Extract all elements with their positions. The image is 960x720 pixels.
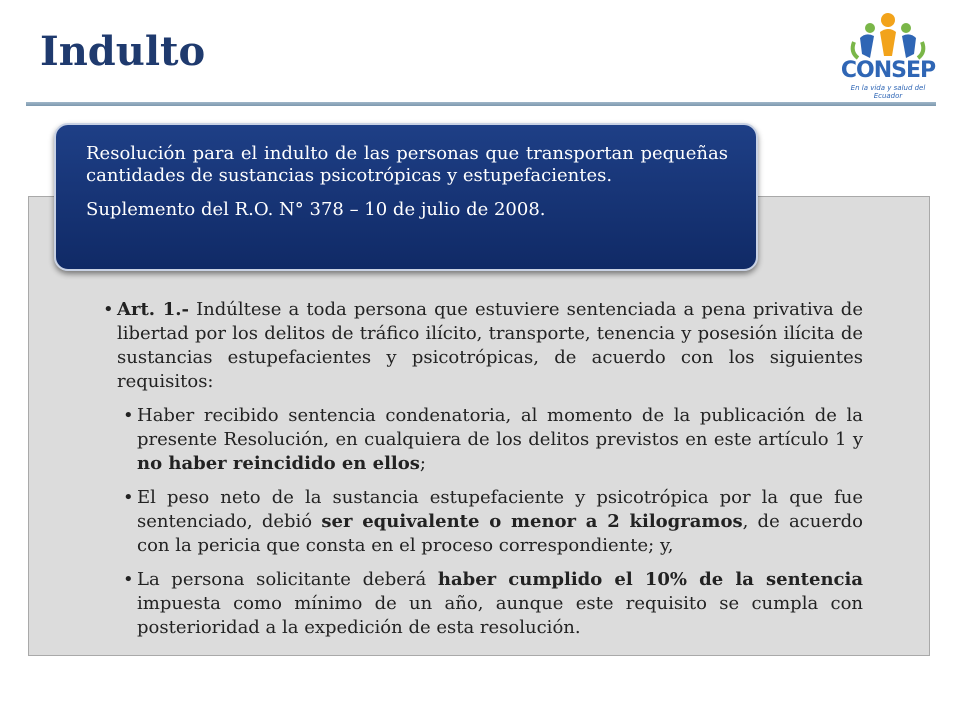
- article-list: [103, 298, 863, 640]
- consep-figures-icon: [836, 12, 940, 60]
- requirement-text-end: impuesta como mínimo de un año, aunque este requisito se cumpla con posterioridad a la expedición de esta resolución.: [137, 593, 863, 638]
- bullet-icon: •: [123, 569, 134, 590]
- article-label: Art. 1.-: [117, 299, 189, 320]
- requirement-text-end: ;: [419, 453, 426, 474]
- logo-tagline: En la vida y salud del Ecuador: [850, 84, 926, 100]
- bullet-icon: •: [123, 405, 134, 426]
- logo-wordmark: CONSEP: [840, 58, 936, 83]
- requirement-emphasis: haber cumplido el 10% de la sentencia: [437, 569, 863, 590]
- article-item: [103, 298, 863, 394]
- consep-logo: [836, 12, 940, 98]
- bullet-icon: •: [103, 299, 114, 320]
- article-text: Indúltese a toda persona que estuviere sentenciada a pena privativa de libertad por los delitos de tráfico ilícito, transporte, tenencia y posesión ilícita de sustancias estupefacientes y psicotrópicas, de acuerdo con los siguientes requisitos:: [117, 299, 863, 392]
- requirement-emphasis: no haber reincidido en ellos: [137, 453, 420, 474]
- requirement-text: La persona solicitante deberá: [137, 569, 438, 590]
- slide-title: Indulto: [40, 28, 206, 75]
- requirement-text: Haber recibido sentencia condenatoria, al momento de la publicación de la presente Resolución, en cualquiera de los delitos previstos en este artículo 1 y: [137, 405, 863, 450]
- title-divider: [26, 102, 936, 106]
- requirement-item: [123, 404, 863, 476]
- bullet-icon: •: [123, 487, 134, 508]
- requirement-item: [123, 486, 863, 558]
- requirement-item: [123, 568, 863, 640]
- requirement-text-end: , de acuerdo con la pericia que consta en el proceso correspondiente; y,: [137, 511, 863, 556]
- resolution-callout: [54, 123, 758, 271]
- callout-text: Resolución para el indulto de las personas que transportan pequeñas cantidades de sustancias psicotrópicas y estupefacientes.: [86, 143, 728, 186]
- requirement-emphasis: ser equivalente o menor a 2 kilogramos: [321, 511, 743, 532]
- requirement-text: El peso neto de la sustancia estupefaciente y psicotrópica por la que fue sentenciado, debió: [137, 487, 863, 532]
- callout-reference: Suplemento del R.O. N° 378 – 10 de julio de 2008.: [86, 199, 546, 220]
